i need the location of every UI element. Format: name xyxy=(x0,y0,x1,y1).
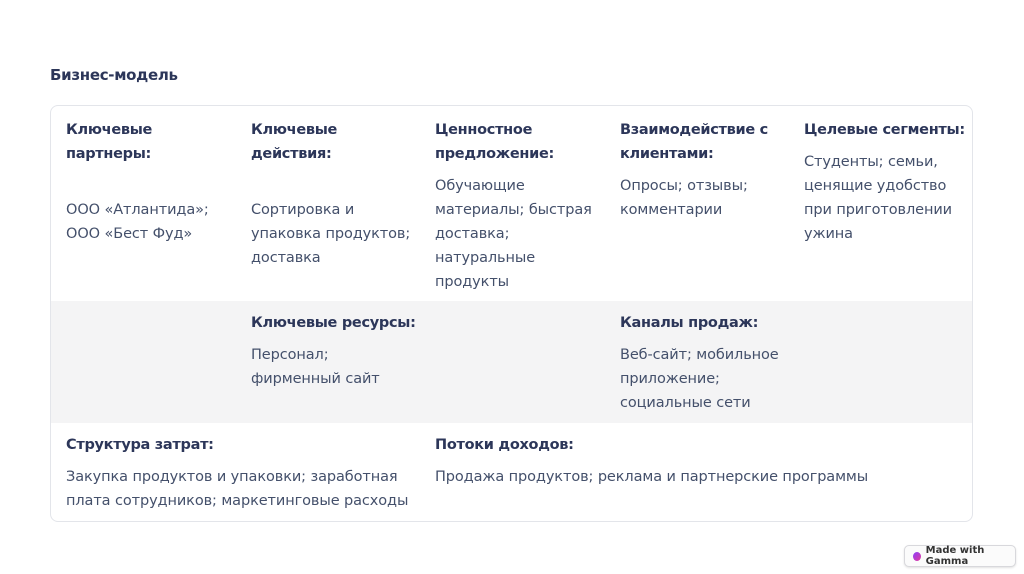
cell-body xyxy=(804,150,969,246)
cell-line: Веб-сайт; мобильное xyxy=(620,347,779,363)
cell-revenue-streams xyxy=(435,433,915,489)
cell-line: ООО «Бест Фуд» xyxy=(66,226,193,242)
cell-customer-segments xyxy=(804,118,969,246)
cell-channels xyxy=(620,311,800,415)
cell-body xyxy=(251,198,421,270)
cell-line: Закупка продуктов и упаковки; заработная xyxy=(66,469,398,485)
cell-header: Ключевые действия: xyxy=(251,122,338,162)
cell-line: Обучающие xyxy=(435,178,525,194)
cell-header xyxy=(435,118,605,166)
cell-line: доставка xyxy=(251,250,321,266)
canvas-row-resources xyxy=(51,301,972,423)
canvas-row-main xyxy=(51,106,972,301)
cell-line: Сортировка и xyxy=(251,202,355,218)
cell-cost-structure xyxy=(66,433,421,513)
cell-body xyxy=(435,465,915,489)
cell-value-proposition xyxy=(435,118,605,294)
cell-line: доставка; xyxy=(435,226,510,242)
cell-line: фирменный сайт xyxy=(251,371,380,387)
cell-body xyxy=(620,343,800,415)
cell-line: Студенты; семьи, xyxy=(804,154,938,170)
cell-line: материалы; быстрая xyxy=(435,202,592,218)
cell-customer-relationships xyxy=(620,118,790,222)
cell-body xyxy=(251,343,421,391)
made-with-gamma-badge[interactable] xyxy=(904,545,1016,567)
cell-body xyxy=(66,465,421,513)
cell-line: Продажа продуктов; реклама и партнерские программы xyxy=(435,469,869,485)
cell-header: Целевые сегменты: xyxy=(804,122,965,138)
cell-key-partners xyxy=(66,118,236,246)
header-line: Ценностное xyxy=(435,122,533,138)
cell-body xyxy=(66,198,236,246)
cell-line: приложение; xyxy=(620,371,720,387)
cell-line: натуральные xyxy=(435,250,536,266)
cell-header: Ключевые партнеры: xyxy=(66,122,153,162)
cell-header: Ключевые ресурсы: xyxy=(251,315,416,331)
cell-line: продукты xyxy=(435,274,510,290)
cell-line: упаковка продуктов; xyxy=(251,226,411,242)
cell-key-activities xyxy=(251,118,421,270)
cell-header xyxy=(620,118,790,166)
cell-header: Потоки доходов: xyxy=(435,437,574,453)
cell-header: Каналы продаж: xyxy=(620,315,759,331)
gamma-logo-icon xyxy=(913,552,921,561)
cell-line: ужина xyxy=(804,226,853,242)
cell-line: социальные сети xyxy=(620,395,751,411)
cell-line: Персонал; xyxy=(251,347,329,363)
page-title: Бизнес-модель xyxy=(50,66,178,84)
cell-line: ценящие удобство xyxy=(804,178,947,194)
badge-label: Made with Gamma xyxy=(925,545,985,567)
cell-body xyxy=(620,174,790,222)
cell-line: Опросы; отзывы; xyxy=(620,178,748,194)
canvas-row-finance xyxy=(51,423,972,522)
header-line: Взаимодействие с xyxy=(620,122,768,138)
cell-header: Структура затрат: xyxy=(66,437,214,453)
cell-line: плата сотрудников; маркетинговые расходы xyxy=(66,493,409,509)
cell-line: при приготовлении xyxy=(804,202,952,218)
header-line: клиентами: xyxy=(620,146,714,162)
cell-body xyxy=(435,174,605,294)
cell-key-resources xyxy=(251,311,421,391)
cell-line: ООО «Атлантида»; xyxy=(66,202,209,218)
business-model-canvas xyxy=(50,105,973,522)
cell-line: комментарии xyxy=(620,202,723,218)
header-line: предложение: xyxy=(435,146,554,162)
